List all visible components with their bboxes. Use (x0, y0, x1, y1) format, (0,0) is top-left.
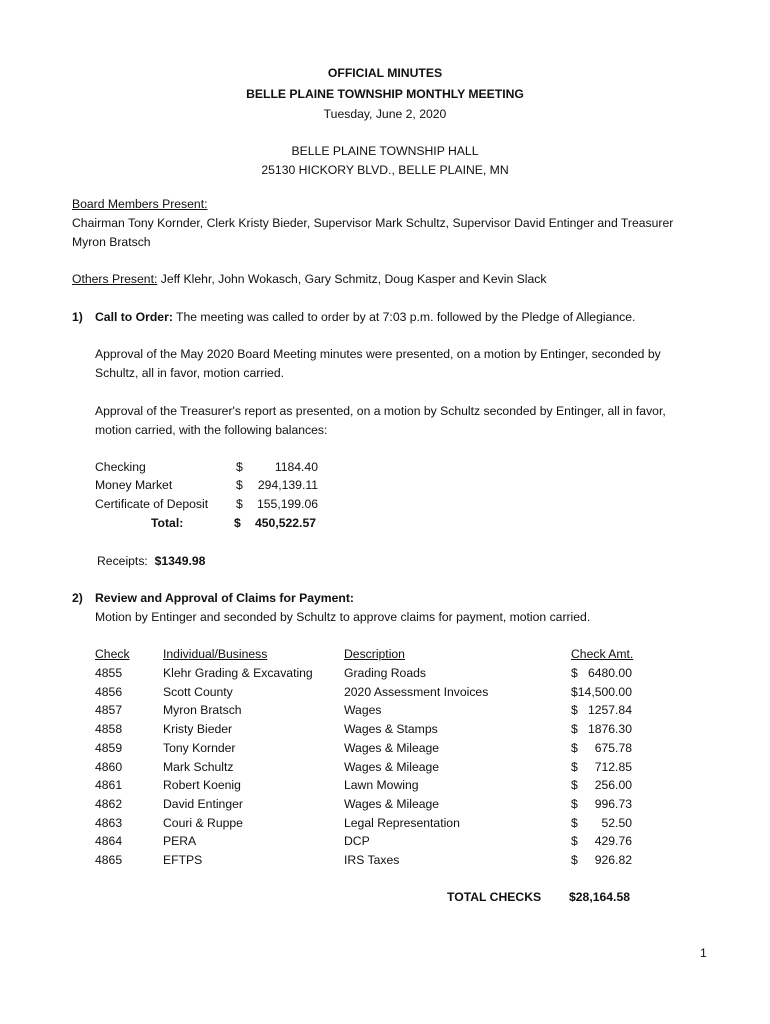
claim-payee: Klehr Grading & Excavating (163, 666, 313, 680)
claim-payee: Tony Kornder (163, 740, 236, 755)
claim-description: Legal Representation (344, 815, 460, 830)
claim-description: Wages & Mileage (344, 796, 440, 811)
column-header-check: Check (95, 647, 130, 661)
claim-description: Lawn Mowing (344, 778, 419, 793)
claim-currency: $ (571, 778, 578, 793)
claim-currency: $ (571, 666, 578, 680)
claim-amount: 429.76 (594, 834, 632, 849)
claim-amount: 675.78 (594, 740, 632, 755)
receipts (97, 552, 205, 571)
others-present (72, 270, 546, 289)
claim-check-number: 4864 (95, 834, 123, 849)
claim-payee: Robert Koenig (163, 778, 241, 793)
claim-payee: Myron Bratsch (163, 703, 242, 718)
meeting-title: BELLE PLAINE TOWNSHIP MONTHLY MEETING (246, 87, 524, 101)
claim-description: Wages & Mileage (344, 759, 440, 774)
claim-currency: $ (571, 815, 578, 830)
claim-amount: 14,500.00 (577, 684, 632, 699)
column-header-description: Description (344, 647, 405, 661)
claim-check-number: 4862 (95, 796, 123, 811)
claim-amount: 1257.84 (587, 703, 632, 718)
meeting-venue: BELLE PLAINE TOWNSHIP HALL (291, 144, 479, 158)
minutes-approval-text: Approval of the May 2020 Board Meeting minutes were presented, on a motion by Entinger, seconded by Schultz, all in favor, motion carried. (95, 347, 661, 380)
section-2-number: 2) (72, 591, 83, 605)
column-header-payee: Individual/Business (163, 647, 268, 661)
document-title: OFFICIAL MINUTES (327, 66, 443, 80)
balance-currency: $ (236, 497, 243, 511)
section-2-heading: Review and Approval of Claims for Payment: (95, 591, 354, 605)
claim-payee: PERA (163, 834, 197, 849)
claim-check-number: 4865 (95, 853, 123, 867)
claim-check-number: 4857 (95, 703, 123, 718)
section-2-text: Motion by Entinger and seconded by Schultz to approve claims for payment, motion carried. (95, 610, 591, 624)
claim-amount: 52.50 (601, 815, 632, 830)
claim-amount: 996.73 (594, 796, 632, 811)
claim-amount: 1876.30 (587, 722, 632, 737)
balance-currency: $ (236, 460, 243, 474)
claim-amount: 6480.00 (587, 666, 632, 680)
claim-currency: $ (571, 759, 578, 774)
claim-description: DCP (344, 834, 370, 849)
claim-currency: $ (571, 853, 578, 867)
claim-check-number: 4858 (95, 722, 123, 737)
claim-currency: $ (571, 703, 578, 718)
balance-amount: 1184.40 (274, 460, 318, 474)
balance-total-amount: 450,522.57 (255, 516, 316, 530)
balance-total-currency: $ (234, 516, 241, 530)
claim-currency: $ (571, 796, 578, 811)
total-checks-value: $28,164.58 (569, 890, 630, 904)
board-members-label: Board Members Present: (72, 197, 208, 211)
claim-currency: $ (571, 740, 578, 755)
claim-amount: 256.00 (594, 778, 632, 793)
column-header-amount: Check Amt. (571, 647, 634, 661)
claim-payee: David Entinger (163, 796, 243, 811)
claim-description: IRS Taxes (344, 853, 400, 867)
claim-description: Wages & Mileage (344, 740, 440, 755)
claim-check-number: 4859 (95, 740, 123, 755)
claim-amount: 926.82 (594, 853, 632, 867)
claim-amount: 712.85 (594, 759, 632, 774)
balance-amount: 155,199.06 (257, 497, 318, 511)
balance-amount: 294,139.11 (257, 478, 318, 492)
balance-total-label: Total: (151, 516, 184, 530)
claim-currency: $ (571, 834, 578, 849)
others-present-label: Others Present: (72, 272, 158, 286)
section-1-heading: Call to Order: (95, 310, 173, 324)
claim-payee: Scott County (163, 684, 233, 699)
balance-label: Money Market (95, 478, 173, 492)
claim-currency: $ (571, 722, 578, 737)
section-1-line (95, 308, 635, 327)
meeting-address: 25130 HICKORY BLVD., BELLE PLAINE, MN (261, 163, 509, 177)
claim-description: 2020 Assessment Invoices (344, 684, 489, 699)
page-number: 1 (700, 946, 707, 960)
board-members-text: Chairman Tony Kornder, Clerk Kristy Bieder, Supervisor Mark Schultz, Supervisor David Entinger and Treasurer Myron Bratsch (72, 216, 674, 249)
claim-payee: Kristy Bieder (163, 722, 233, 737)
claim-check-number: 4856 (95, 684, 123, 699)
total-checks-label: TOTAL CHECKS (447, 890, 542, 904)
section-1-number: 1) (72, 310, 83, 324)
claim-check-number: 4860 (95, 759, 123, 774)
claim-payee: EFTPS (163, 853, 203, 867)
claim-payee: Couri & Ruppe (163, 815, 243, 830)
section-1-text: The meeting was called to order by at 7:03 p.m. followed by the Pledge of Allegiance. (172, 310, 636, 324)
claim-check-number: 4863 (95, 815, 123, 830)
balance-label: Certificate of Deposit (95, 497, 209, 511)
claim-description: Grading Roads (344, 666, 426, 680)
claim-payee: Mark Schultz (163, 759, 234, 774)
claim-check-number: 4861 (95, 778, 123, 793)
receipts-value: $1349.98 (154, 554, 206, 568)
meeting-date: Tuesday, June 2, 2020 (323, 107, 447, 121)
others-present-text: Jeff Klehr, John Wokasch, Gary Schmitz, Doug Kasper and Kevin Slack (157, 272, 547, 286)
treasurer-approval-text: Approval of the Treasurer's report as presented, on a motion by Schultz seconded by Entinger, all in favor, motion carried, with the following balances: (95, 404, 666, 437)
balance-label: Checking (95, 460, 146, 474)
receipts-label: Receipts: (97, 554, 148, 568)
claim-check-number: 4855 (95, 666, 123, 680)
claim-currency: $ (571, 684, 578, 699)
claim-description: Wages & Stamps (344, 722, 438, 737)
claim-description: Wages (344, 703, 382, 718)
balance-currency: $ (236, 478, 243, 492)
